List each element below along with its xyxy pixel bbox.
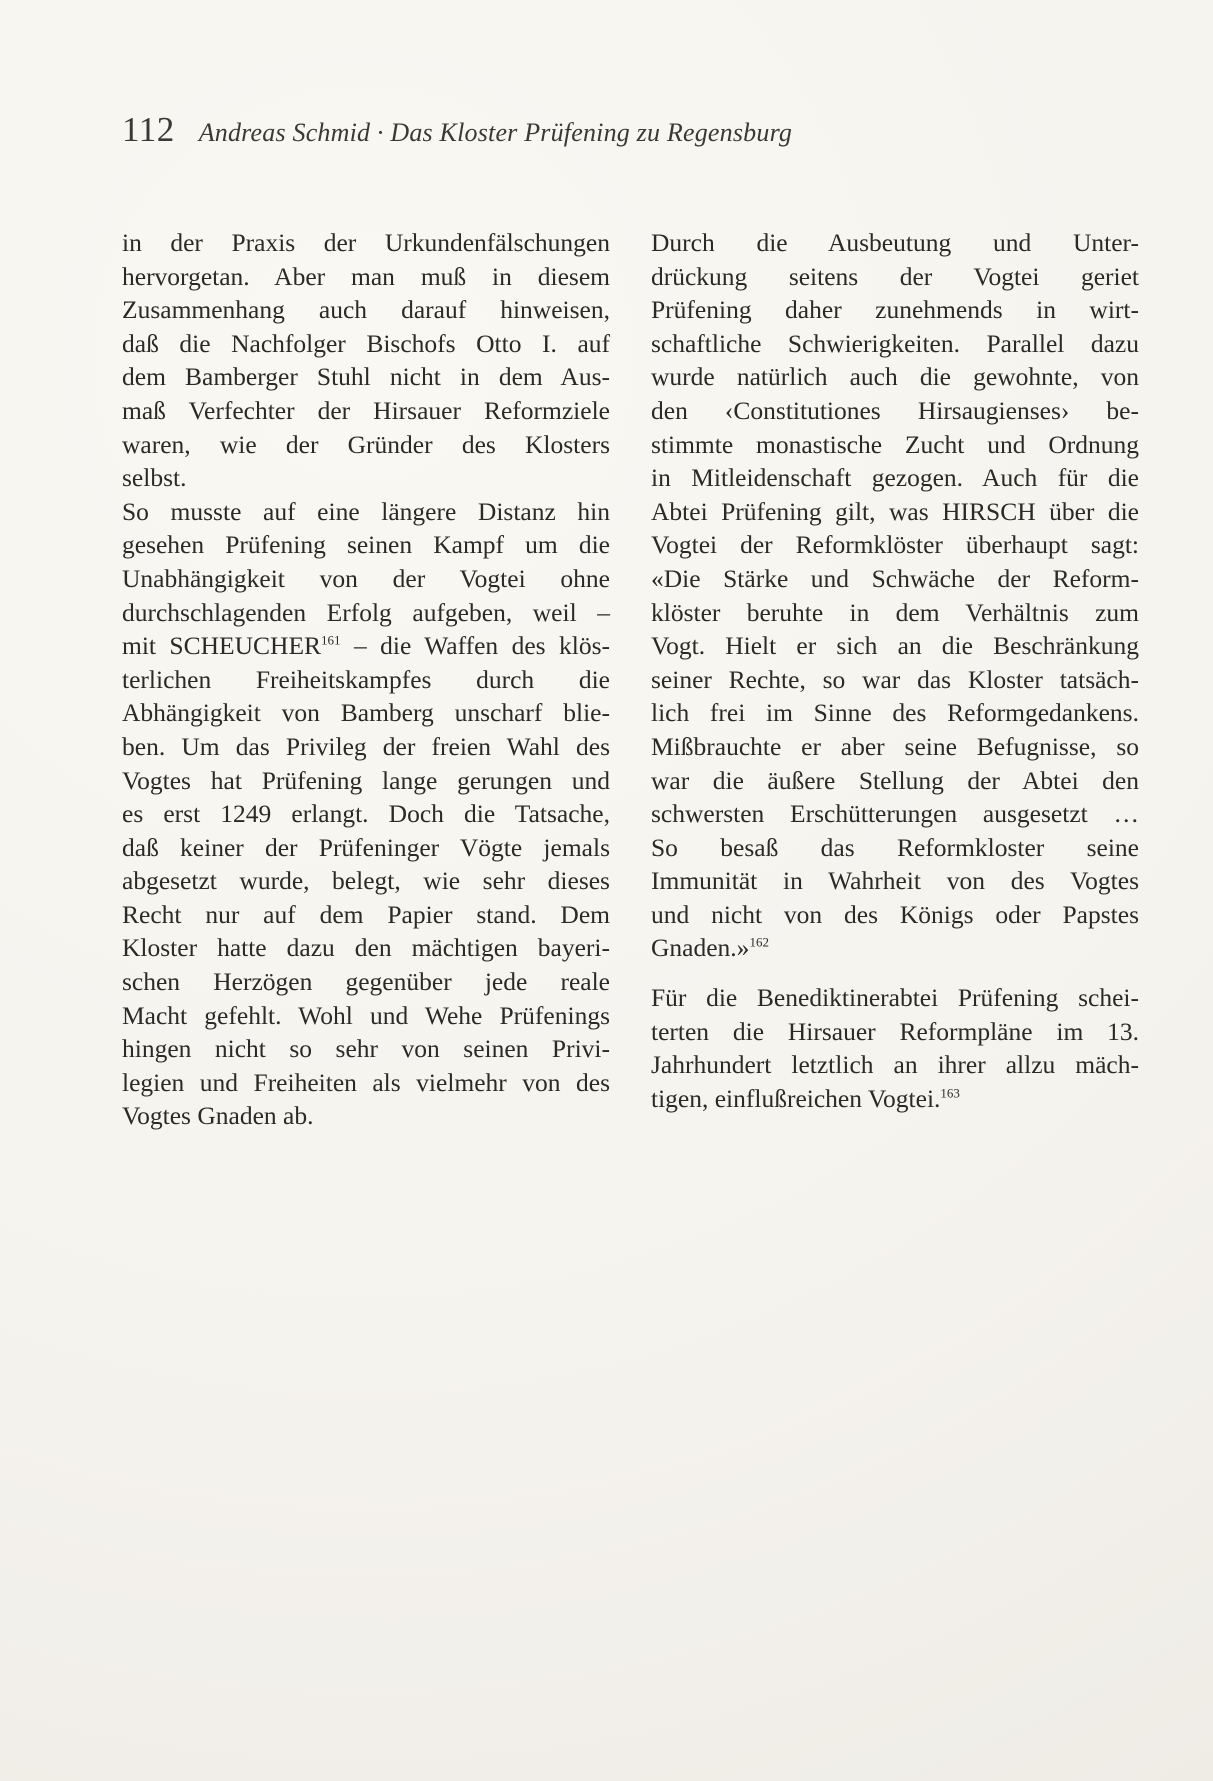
text-line: Kloster hatte dazu den mächtigen bayeri- bbox=[122, 933, 610, 963]
running-title: Andreas Schmid · Das Kloster Prüfening zu Regensburg bbox=[198, 118, 793, 147]
text-line: war die äußere Stellung der Abtei den bbox=[651, 765, 1139, 795]
page-number: 112 bbox=[122, 110, 175, 149]
text-line: «Die Stärke und Schwäche der Reform- bbox=[651, 563, 1139, 593]
text-line: Vogtes Gnaden ab. bbox=[122, 1101, 314, 1131]
text-fragment: tigen, einflußreichen Vogtei. bbox=[651, 1083, 941, 1113]
text-line: Immunität in Wahrheit von des Vogtes bbox=[651, 866, 1139, 896]
text-line: maß Verfechter der Hirsauer Reformziele bbox=[122, 395, 610, 425]
left-column bbox=[122, 226, 610, 1133]
text-line: hervorgetan. Aber man muß in diesem bbox=[122, 261, 610, 291]
text-line: selbst. bbox=[122, 463, 187, 493]
text-fragment: Gnaden.» bbox=[651, 933, 750, 963]
text-line: Vogt. Hielt er sich an die Beschränkung bbox=[651, 631, 1139, 661]
text-line: daß die Nachfolger Bischofs Otto I. auf bbox=[122, 328, 610, 358]
text-line: So musste auf eine längere Distanz hin bbox=[122, 496, 610, 526]
text-line: Durch die Ausbeutung und Unter- bbox=[651, 228, 1139, 257]
page-header bbox=[122, 110, 1091, 150]
text-line: Vogtei der Reformklöster überhaupt sagt: bbox=[651, 530, 1139, 560]
text-line: Prüfening daher zunehmends in wirt- bbox=[651, 295, 1139, 325]
text-line: Recht nur auf dem Papier stand. Dem bbox=[122, 899, 610, 929]
paragraph bbox=[651, 226, 1139, 965]
text-line: gesehen Prüfening seinen Kampf um die bbox=[122, 530, 610, 560]
text-line: es erst 1249 erlangt. Doch die Tatsache, bbox=[122, 799, 610, 829]
text-line: seiner Rechte, so war das Kloster tatsäch- bbox=[651, 664, 1139, 694]
text-line: wurde natürlich auch die gewohnte, von bbox=[651, 362, 1139, 392]
text-line: Mißbrauchte er aber seine Befugnisse, so bbox=[651, 731, 1139, 761]
footnote-marker[interactable]: 163 bbox=[940, 1085, 960, 1101]
text-line: durchschlagenden Erfolg aufgeben, weil – bbox=[122, 597, 610, 627]
text-line: daß keiner der Prüfeninger Vögte jemals bbox=[122, 832, 610, 862]
text-line: schen Herzögen gegenüber jede reale bbox=[122, 967, 610, 997]
footnote-marker[interactable]: 161 bbox=[321, 632, 341, 648]
text-line: Zusammenhang auch darauf hinweisen, bbox=[122, 295, 610, 325]
text-line: So besaß das Reformkloster seine bbox=[651, 832, 1139, 862]
paragraph bbox=[122, 226, 610, 495]
paragraph bbox=[122, 495, 610, 1133]
text-line: drückung seitens der Vogtei geriet bbox=[651, 261, 1139, 291]
text-line: und nicht von des Königs oder Papstes bbox=[651, 899, 1139, 929]
text-line: Macht gefehlt. Wohl und Wehe Prüfenings bbox=[122, 1000, 610, 1030]
text-line-with-footnote bbox=[651, 1082, 1139, 1116]
text-line: Vogtes hat Prüfening lange gerungen und bbox=[122, 765, 610, 795]
right-column bbox=[651, 226, 1139, 1115]
footnote-marker[interactable]: 162 bbox=[749, 934, 769, 950]
text-line: lich frei im Sinne des Reformgedankens. bbox=[651, 698, 1139, 728]
text-line: terten die Hirsauer Reformpläne im 13. bbox=[651, 1016, 1139, 1046]
text-line: schwersten Erschütterungen ausgesetzt … bbox=[651, 799, 1139, 829]
text-line: schaftliche Schwierigkeiten. Parallel dazu bbox=[651, 328, 1139, 358]
text-line-with-footnote bbox=[651, 931, 1139, 965]
text-line: hingen nicht so sehr von seinen Privi- bbox=[122, 1034, 610, 1064]
text-line: Abhängigkeit von Bamberg unscharf blie- bbox=[122, 698, 610, 728]
paragraph bbox=[651, 981, 1139, 1115]
text-line: waren, wie der Gründer des Klosters bbox=[122, 429, 610, 459]
text-fragment: mit SCHEUCHER bbox=[122, 631, 322, 661]
text-line: den ‹Constitutiones Hirsaugienses› be- bbox=[651, 395, 1139, 425]
text-line: in Mitleidenschaft gezogen. Auch für die bbox=[651, 463, 1139, 493]
text-line: in der Praxis der Urkundenfälschungen bbox=[122, 228, 610, 257]
text-line: stimmte monastische Zucht und Ordnung bbox=[651, 429, 1139, 459]
text-line-with-footnote bbox=[122, 629, 610, 663]
text-line: Abtei Prüfening gilt, was HIRSCH über die bbox=[651, 496, 1139, 526]
text-line: Unabhängigkeit von der Vogtei ohne bbox=[122, 563, 610, 593]
text-line: dem Bamberger Stuhl nicht in dem Aus- bbox=[122, 362, 610, 392]
text-line: Für die Benediktinerabtei Prüfening schei- bbox=[651, 983, 1139, 1013]
text-line: klöster beruhte in dem Verhältnis zum bbox=[651, 597, 1139, 627]
text-line: legien und Freiheiten als vielmehr von des bbox=[122, 1067, 610, 1097]
text-line: abgesetzt wurde, belegt, wie sehr dieses bbox=[122, 866, 610, 896]
text-line: ben. Um das Privileg der freien Wahl des bbox=[122, 731, 610, 761]
text-line: Jahrhundert letztlich an ihrer allzu mäch- bbox=[651, 1050, 1139, 1080]
paragraph-gap bbox=[651, 965, 1139, 981]
text-fragment: – die Waffen des klös- bbox=[340, 631, 610, 661]
text-line: terlichen Freiheitskampfes durch die bbox=[122, 664, 610, 694]
